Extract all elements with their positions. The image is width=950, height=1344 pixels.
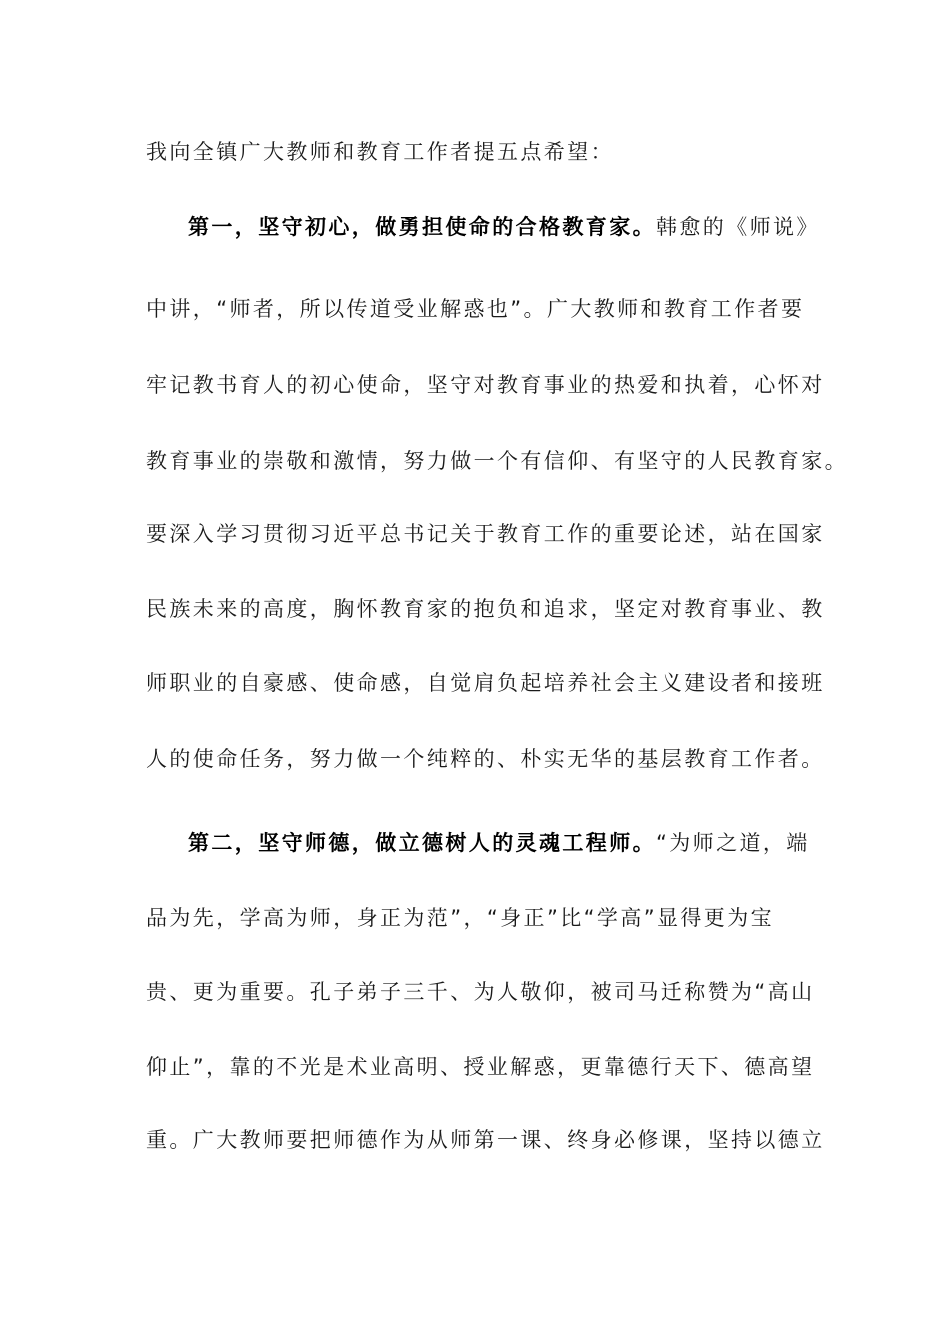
- line-text: 民族未来的高度，胸怀教育家的抱负和追求，坚定对教育事业、教: [146, 597, 825, 621]
- paragraph-1-line: [188, 212, 820, 242]
- point-1-heading: 第一，坚守初心，做勇担使命的合格教育家。: [188, 215, 656, 239]
- line-text: 教育事业的崇敬和激情，努力做一个有信仰、有坚守的人民教育家。: [146, 449, 848, 473]
- paragraph-1-line: [146, 744, 825, 774]
- paragraph-2-line: [188, 828, 808, 858]
- line-text: 要深入学习贯彻习近平总书记关于教育工作的重要论述，站在国家: [146, 522, 825, 546]
- paragraph-1-line: [146, 519, 825, 549]
- line-text: 中讲，“师者，所以传道受业解惑也”。广大教师和教育工作者要: [146, 297, 805, 321]
- paragraph-2-line: [146, 977, 815, 1007]
- paragraph-intro-line: [146, 137, 806, 167]
- line-text: 人的使命任务，努力做一个纯粹的、朴实无华的基层教育工作者。: [146, 747, 825, 771]
- line-text: 品为先，学高为师，身正为范”，“身正”比“学高”显得更为宝: [146, 906, 774, 930]
- line-text: 韩愈的《师说》: [656, 215, 820, 239]
- paragraph-1-line: [146, 594, 825, 624]
- paragraph-1-line: [146, 370, 825, 400]
- line-text: 仰止”，靠的不光是术业高明、授业解惑，更靠德行天下、德高望: [146, 1055, 815, 1079]
- line-text: 师职业的自豪感、使命感，自觉肩负起培养社会主义建设者和接班: [146, 671, 825, 695]
- paragraph-2-line: [146, 903, 806, 933]
- line-text: 牢记教书育人的初心使命，坚守对教育事业的热爱和执着，心怀对: [146, 373, 825, 397]
- line-text: 我向全镇广大教师和教育工作者提五点希望：: [146, 140, 614, 164]
- point-2-heading: 第二，坚守师德，做立德树人的灵魂工程师。: [188, 831, 656, 855]
- paragraph-1-line: [146, 294, 806, 324]
- line-text: 重。广大教师要把师德作为从师第一课、终身必修课，坚持以德立: [146, 1128, 825, 1152]
- paragraph-2-line: [146, 1052, 815, 1082]
- line-text: “为师之道，端: [656, 831, 810, 855]
- line-text: 贵、更为重要。孔子弟子三千、为人敬仰，被司马迁称赞为“高山: [146, 980, 815, 1004]
- paragraph-1-line: [146, 668, 825, 698]
- paragraph-2-line: [146, 1125, 825, 1155]
- paragraph-1-line: [146, 446, 848, 476]
